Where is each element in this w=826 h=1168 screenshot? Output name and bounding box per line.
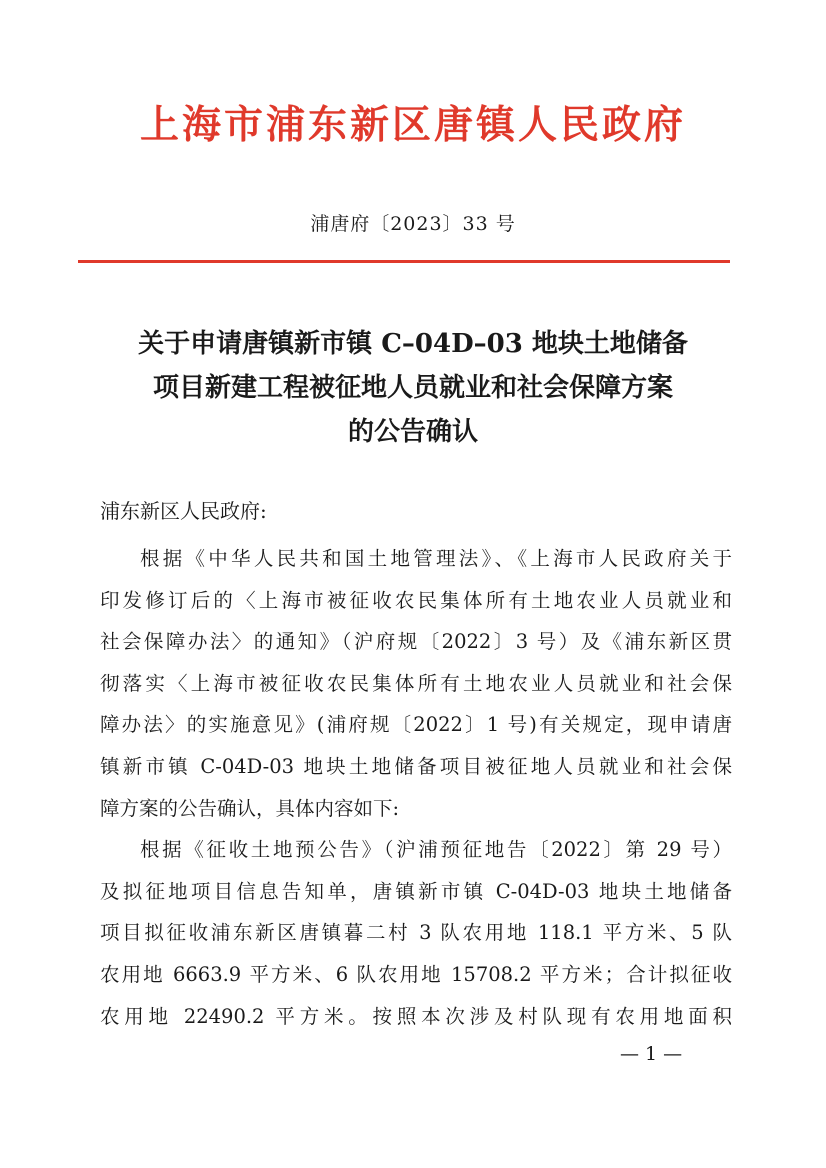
title-line: 的公告确认 xyxy=(347,417,478,447)
addressee: 浦东新区人民政府: xyxy=(100,499,267,523)
issuing-authority-header: 上海市浦东新区唐镇人民政府 xyxy=(139,102,686,148)
body-line: 农用地 6663.9 平方米、6 队农用地 15708.2 平方米；合计拟征收 xyxy=(100,962,732,986)
document-title xyxy=(95,322,731,454)
body-line: 印发修订后的〈上海市被征收农民集体所有土地农业人员就业和 xyxy=(100,588,732,612)
body-line: 障方案的公告确认，具体内容如下: xyxy=(100,796,400,820)
body-line: 彻落实〈上海市被征收农民集体所有土地农业人员就业和社会保 xyxy=(100,671,732,695)
body-line: 农用地 22490.2 平方米。按照本次涉及村队现有农用地面积 xyxy=(100,1004,732,1028)
body-line: 及拟征地项目信息告知单，唐镇新市镇 C-04D-03 地块土地储备 xyxy=(100,879,732,903)
page-number: — 1 — xyxy=(620,1043,683,1065)
body-line: 镇新市镇 C-04D-03 地块土地储备项目被征地人员就业和社会保 xyxy=(100,754,732,778)
title-line: 项目新建工程被征地人员就业和社会保障方案 xyxy=(152,373,673,403)
red-divider-line xyxy=(78,260,730,263)
title-line: 关于申请唐镇新市镇 C–04D–03 地块土地储备 xyxy=(138,329,688,359)
body-line: 社会保障办法〉的通知》（沪府规〔2022〕3 号）及《浦东新区贯 xyxy=(100,630,732,654)
body-line: 根据《中华人民共和国土地管理法》、《上海市人民政府关于 xyxy=(140,547,732,570)
body-line: 障办法〉的实施意见》(浦府规〔2022〕1 号)有关规定，现申请唐 xyxy=(100,713,732,737)
document-body xyxy=(100,538,732,1037)
document-number: 浦唐府〔2023〕33 号 xyxy=(310,213,516,235)
body-line: 项目拟征收浦东新区唐镇暮二村 3 队农用地 118.1 平方米、5 队 xyxy=(100,921,732,945)
body-line: 根据《征收土地预公告》（沪浦预征地告〔2022〕第 29 号） xyxy=(140,838,732,862)
